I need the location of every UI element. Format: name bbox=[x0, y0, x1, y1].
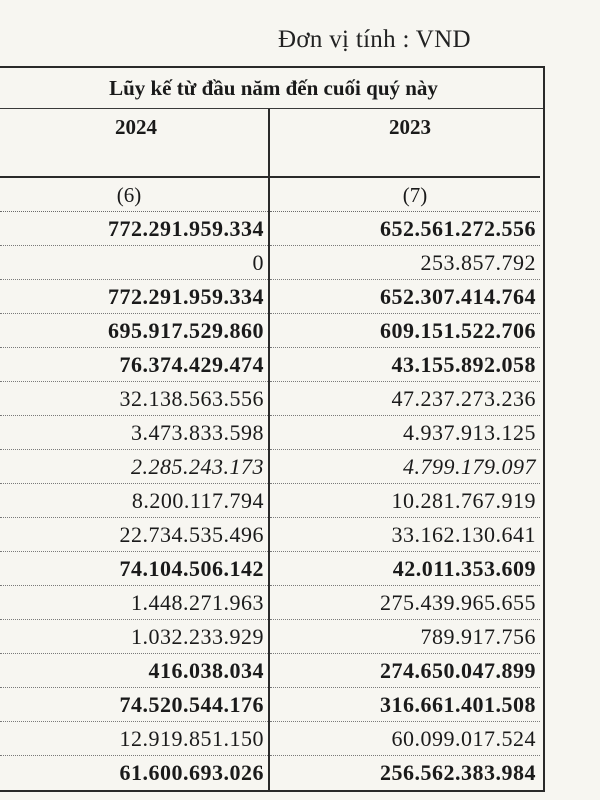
value-cell-2024: 1.448.271.963 bbox=[0, 586, 268, 620]
value-cell-2023: 652.307.414.764 bbox=[270, 280, 540, 314]
value-cell-2024: 74.104.506.142 bbox=[0, 552, 268, 586]
value-cell-2024: 8.200.117.794 bbox=[0, 484, 268, 518]
value-cell-2023: 652.561.272.556 bbox=[270, 212, 540, 246]
column-number-6: (6) bbox=[0, 178, 268, 212]
financial-table bbox=[0, 66, 545, 792]
value-cell-2024: 772.291.959.334 bbox=[0, 280, 268, 314]
year-header-2023: 2023 bbox=[270, 109, 540, 178]
column-2024 bbox=[0, 109, 270, 790]
value-cell-2023: 43.155.892.058 bbox=[270, 348, 540, 382]
value-cell-2023: 253.857.792 bbox=[270, 246, 540, 280]
value-cell-2023: 316.661.401.508 bbox=[270, 688, 540, 722]
value-cell-2023: 275.439.965.655 bbox=[270, 586, 540, 620]
value-cell-2023: 33.162.130.641 bbox=[270, 518, 540, 552]
value-cell-2024: 2.285.243.173 bbox=[0, 450, 268, 484]
year-header-2024: 2024 bbox=[0, 109, 268, 178]
value-cell-2024: 32.138.563.556 bbox=[0, 382, 268, 416]
value-cell-2024: 74.520.544.176 bbox=[0, 688, 268, 722]
value-cell-2023: 4.937.913.125 bbox=[270, 416, 540, 450]
value-cell-2024: 0 bbox=[0, 246, 268, 280]
value-cell-2023: 47.237.273.236 bbox=[270, 382, 540, 416]
value-cell-2024: 3.473.833.598 bbox=[0, 416, 268, 450]
value-cell-2023: 789.917.756 bbox=[270, 620, 540, 654]
table-columns bbox=[0, 109, 543, 790]
cumulative-period-header: Lũy kế từ đầu năm đến cuối quý này bbox=[0, 68, 543, 109]
value-cell-2023: 256.562.383.984 bbox=[380, 760, 536, 785]
value-cell-2023: 10.281.767.919 bbox=[270, 484, 540, 518]
column-2023 bbox=[270, 109, 540, 790]
values-2023 bbox=[270, 212, 540, 790]
value-cell-2024: 772.291.959.334 bbox=[0, 212, 268, 246]
value-cell-2024: 1.032.233.929 bbox=[0, 620, 268, 654]
values-2024 bbox=[0, 212, 268, 790]
value-cell-2024: 76.374.429.474 bbox=[0, 348, 268, 382]
value-cell-2023: 609.151.522.706 bbox=[270, 314, 540, 348]
value-cell-2023: 60.099.017.524 bbox=[270, 722, 540, 756]
value-cell-2024: 61.600.693.026 bbox=[119, 760, 264, 785]
value-cell-2023: 42.011.353.609 bbox=[270, 552, 540, 586]
value-cell-2024: 416.038.034 bbox=[0, 654, 268, 688]
column-number-7: (7) bbox=[270, 178, 540, 212]
value-cell-2024: 12.919.851.150 bbox=[0, 722, 268, 756]
currency-unit-label: Đơn vị tính : VND bbox=[278, 26, 471, 53]
value-cell-2024: 22.734.535.496 bbox=[0, 518, 268, 552]
value-cell-2023: 4.799.179.097 bbox=[270, 450, 540, 484]
value-cell-2023: 274.650.047.899 bbox=[270, 654, 540, 688]
value-cell-2024: 695.917.529.860 bbox=[0, 314, 268, 348]
